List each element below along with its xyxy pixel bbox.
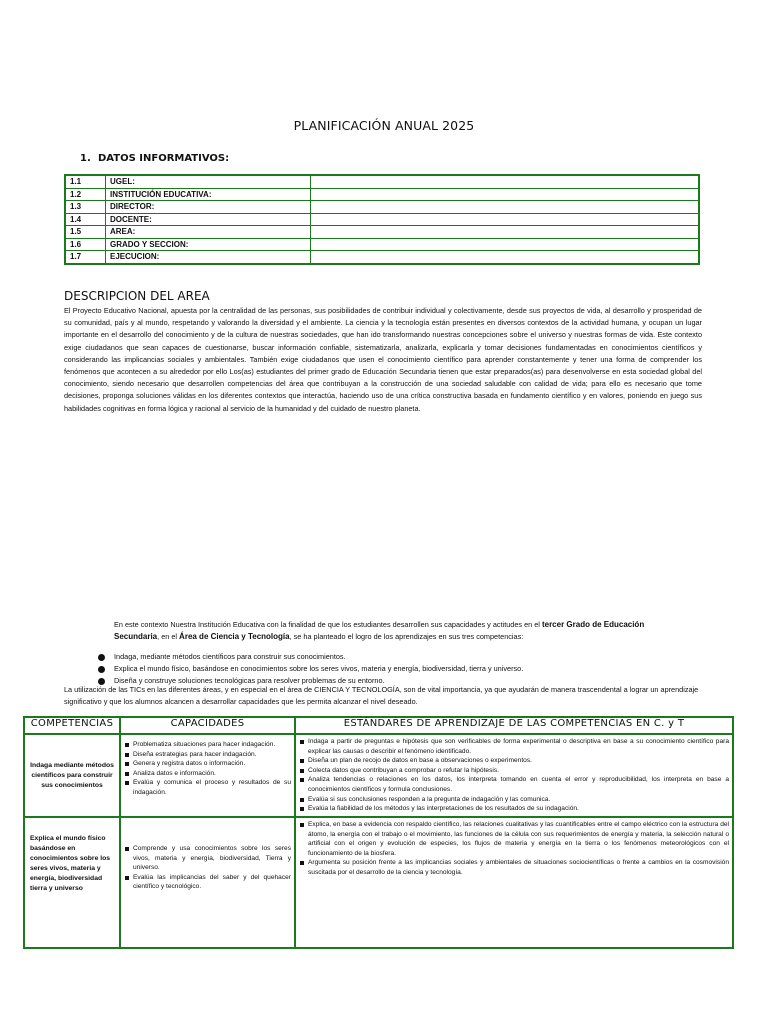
info-value <box>311 226 700 239</box>
list-item: Colecta datos que contribuyan a comprobar o refutar la hipótesis. <box>299 766 729 776</box>
info-number: 1.6 <box>65 238 106 251</box>
info-number: 1.2 <box>65 188 106 201</box>
header-capacidades: CAPACIDADES <box>120 717 295 734</box>
info-row <box>65 175 699 188</box>
list-item: Argumenta su posición frente a las implicancias sociales y ambientales de situaciones sociocientíficas o frente a cambios en la cosmovisión suscitada por el desarrollo de la ciencia y tecnología. <box>299 858 729 877</box>
section-heading-datos <box>80 153 229 164</box>
info-label: DIRECTOR: <box>106 201 311 214</box>
info-row <box>65 238 699 251</box>
competence-cell: Explica el mundo físico basándose en conocimientos sobre los seres vivos, materia y energía, biodiversidad tierra y universo <box>24 817 120 948</box>
context-text-c: , se ha planteado el logro de los aprendizajes en sus tres competencias: <box>289 632 524 642</box>
document-title: PLANIFICACIÓN ANUAL 2025 <box>293 118 475 133</box>
list-item: Indaga a partir de preguntas e hipótesis que son verificables de forma experimental o descriptiva en base a su conocimiento científico para explicar las causas o describir el fenómeno identificado. <box>299 737 729 756</box>
description-heading: DESCRIPCION DEL AREA <box>64 289 210 303</box>
info-label: INSTITUCIÓN EDUCATIVA: <box>106 188 311 201</box>
info-value <box>311 213 700 226</box>
info-label: EJECUCION: <box>106 251 311 264</box>
list-item: Genera y registra datos o información. <box>124 759 291 769</box>
list-item: Indaga, mediante métodos científicos para construir sus conocimientos. <box>98 651 523 663</box>
info-number: 1.3 <box>65 201 106 214</box>
list-item: Explica, en base a evidencia con respaldo científico, las relaciones cualitativas y las cuantificables entre el campo eléctrico con la estructura del átomo, la energía con el trabajo o el movimiento, las funciones de la célula con sus requerimientos de energía y materia, la selección natural o artificial con el origen y evolución de especies, los flujos de materia y energía en la tierra o los fenómenos meteorológicos con el funcionamiento de la biosfera. <box>299 820 729 858</box>
info-row <box>65 213 699 226</box>
list-item: Comprende y usa conocimientos sobre los seres vivos, materia y energía, biodiversidad, Tierra y universo. <box>124 844 291 873</box>
info-row <box>65 226 699 239</box>
info-label: GRADO Y SECCION: <box>106 238 311 251</box>
info-table <box>64 174 700 265</box>
info-number: 1.7 <box>65 251 106 264</box>
competencies-list <box>98 651 523 687</box>
capacities-cell <box>120 734 295 817</box>
info-row <box>65 251 699 264</box>
list-item: Diseña y construye soluciones tecnológicas para resolver problemas de su entorno. <box>98 675 523 687</box>
list-item: Evalúa la fiabilidad de los métodos y las interpretaciones de los resultados de su indagación. <box>299 804 729 814</box>
standards-cell <box>295 817 733 948</box>
table-row <box>24 817 733 948</box>
list-item: Explica el mundo físico, basándose en conocimientos sobre los seres vivos, materia y energía, biodiversidad, tierra y universo. <box>98 663 523 675</box>
info-number: 1.1 <box>65 175 106 188</box>
list-item: Diseña estrategias para hacer indagación. <box>124 750 291 760</box>
context-area: Área de Ciencia y Tecnología <box>179 632 290 642</box>
context-text-b: , en el <box>157 632 180 642</box>
list-item: Problematiza situaciones para hacer indagación. <box>124 740 291 750</box>
section-label: DATOS INFORMATIVOS: <box>98 153 230 164</box>
list-item: Diseña un plan de recojo de datos en base a observaciones o experimentos. <box>299 756 729 766</box>
description-body: El Proyecto Educativo Nacional, apuesta por la centralidad de las personas, sus posibilidades de contribuir individual y colectivamente, desde sus proyectos de vida, al desarrollo y prosperidad de su comunidad, país y al mundo, respetando y valorando la diversidad y el ambiente. La ciencia y la tecnología están presentes en diversos contextos de la actividad humana, y ocupan un lugar importante en el desarrollo del conocimiento y de la cultura de nuestras sociedades, que han ido transformando nuestras concepciones sobre el universo y nuestras formas de vida. Este contexto exige ciudadanos que sean capaces de cuestionarse, buscar información confiable, sistematizarla, analizarla, explicarla y tomar decisiones fundamentadas en conocimientos científicos y considerando las implicancias sociales y ambientales. También exige ciudadanos que usen el conocimiento científico para aprender constantemente y tener una forma de comprender los fenómenos que acontecen a su alrededor por ello Los(as) estudiantes del primer grado de Educación Secundaria tienen que estar preparados(as) para desenvolverse en esta sociedad global del conocimiento, siendo necesario que desarrollen competencias del área que contribuyan a la construcción de una sociedad saludable con calidad de vida; para ello es necesario que tome decisiones, proponga soluciones válidas en los diferentes contextos que interactúa, haciendo uso de una crítica constructiva basada en fundamento científico y en valores, poniendo en juego sus habilidades cognitivas en forma lógica y racional al servicio de la humanidad y del cuidado de nuestro planeta. <box>64 306 702 413</box>
info-value <box>311 251 700 264</box>
tics-paragraph: La utilización de las TICs en las diferentes áreas, y en especial en el área de CIENCIA Y TECNOLOGÍA, son de vital importancia, ya que ayudarán de manera trascendental a lograr un aprendizaje significativo y que los alumnos alcancen a desarrollar capacidades que les permita alcanzar el nivel deseado. <box>64 685 699 707</box>
header-estandares: ESTÁNDARES DE APRENDIZAJE DE LAS COMPETENCIAS EN C. y T <box>295 717 733 734</box>
info-label: UGEL: <box>106 175 311 188</box>
list-item: Evalúa y comunica el proceso y resultados de su indagación. <box>124 778 291 797</box>
info-row <box>65 188 699 201</box>
capacities-cell <box>120 817 295 948</box>
list-item: Analiza tendencias o relaciones en los datos, los interpreta tomando en cuenta el error y reproducibilidad, los interpreta en base a conocimientos científicos y formula conclusiones. <box>299 775 729 794</box>
section-number: 1. <box>80 153 91 164</box>
info-row <box>65 201 699 214</box>
info-label: DOCENTE: <box>106 213 311 226</box>
list-item: Evalúa las implicancias del saber y del quehacer científico y tecnológico. <box>124 873 291 892</box>
info-value <box>311 188 700 201</box>
header-competencias: COMPETENCIAS <box>24 717 120 734</box>
list-item: Analiza datos e información. <box>124 769 291 779</box>
table-row <box>24 734 733 817</box>
info-value <box>311 175 700 188</box>
info-value <box>311 201 700 214</box>
competence-cell: Indaga mediante métodos científicos para construir sus conocimientos <box>24 734 120 817</box>
info-number: 1.4 <box>65 213 106 226</box>
list-item: Evalúa si sus conclusiones responden a la pregunta de indagación y las comunica. <box>299 795 729 805</box>
context-paragraph <box>114 619 676 643</box>
competencies-table <box>23 716 734 949</box>
info-label: AREA: <box>106 226 311 239</box>
info-number: 1.5 <box>65 226 106 239</box>
context-grade: tercer Grado de Educación Secundaria <box>114 620 645 642</box>
context-text-a: En este contexto Nuestra Institución Educativa con la finalidad de que los estudiantes desarrollen sus capacidades y actitudes en el <box>114 620 542 629</box>
standards-cell <box>295 734 733 817</box>
info-value <box>311 238 700 251</box>
